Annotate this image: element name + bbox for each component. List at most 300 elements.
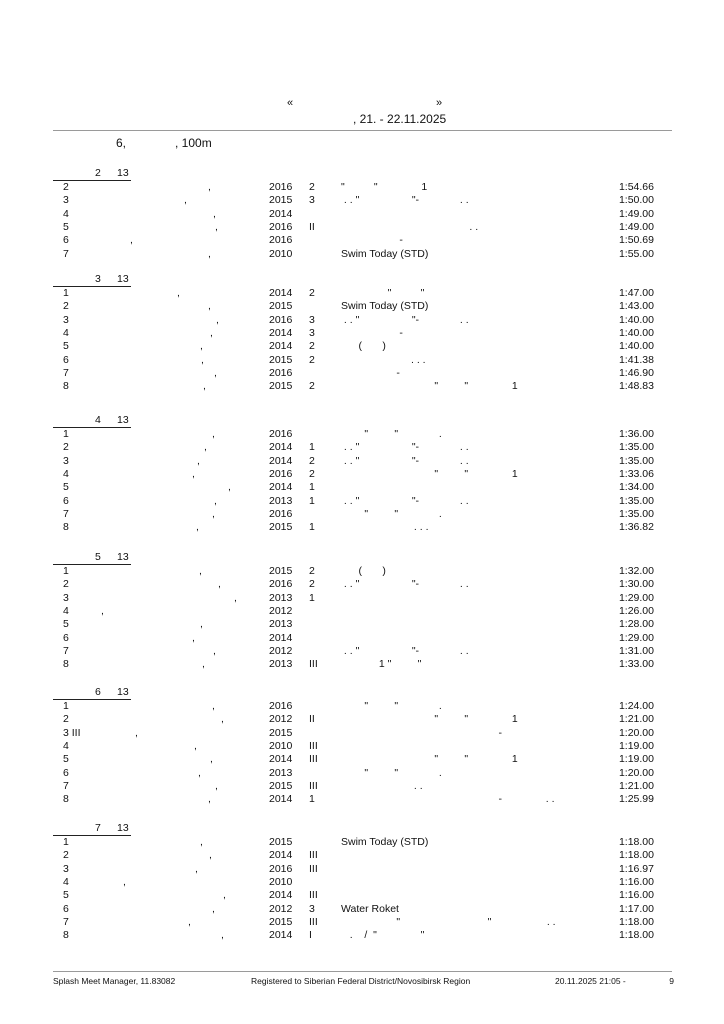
swimmer-rank: 2 bbox=[309, 454, 315, 467]
birth-year: 2012 bbox=[269, 902, 293, 915]
heat-count: 13 bbox=[117, 167, 129, 179]
swimmer-name: , bbox=[101, 604, 104, 617]
entry-time: 1:29.00 bbox=[618, 591, 654, 604]
swimmer-row bbox=[0, 876, 724, 889]
birth-year: 2014 bbox=[269, 889, 293, 902]
entry-time: 1:55.00 bbox=[618, 247, 654, 260]
swimmer-name: , bbox=[208, 181, 211, 193]
swimmer-row bbox=[0, 903, 724, 916]
swimmer-name: , bbox=[177, 287, 180, 299]
swimmer-row bbox=[0, 753, 724, 766]
swimmer-row bbox=[0, 481, 724, 494]
birth-year: 2012 bbox=[269, 713, 293, 726]
heat-count: 13 bbox=[117, 414, 129, 426]
birth-year: 2013 bbox=[269, 618, 293, 631]
swimmer-name: , bbox=[184, 194, 187, 207]
meet-dates: , 21. - 22.11.2025 bbox=[353, 112, 447, 126]
swimmer-name: , bbox=[212, 700, 215, 712]
heat-title bbox=[53, 551, 131, 565]
swimmer-name: , bbox=[200, 836, 203, 848]
swimmer-row bbox=[0, 234, 724, 247]
swimmer-rank: III bbox=[309, 739, 318, 752]
heat-count: 13 bbox=[117, 551, 129, 563]
swimmer-name: , bbox=[203, 380, 206, 393]
club-name: . . bbox=[341, 220, 479, 233]
birth-year: 2013 bbox=[269, 658, 293, 671]
birth-year: 2015 bbox=[269, 779, 293, 792]
swimmer-row bbox=[0, 578, 724, 591]
swimmer-rank: 2 bbox=[309, 467, 315, 480]
swimmer-name: , bbox=[188, 915, 191, 928]
club-name: Water Roket bbox=[341, 902, 399, 915]
swimmer-row bbox=[0, 727, 724, 740]
club-name: . . " "- . . bbox=[341, 454, 469, 467]
birth-year: 2016 bbox=[269, 862, 293, 875]
club-name: " " bbox=[341, 287, 425, 299]
heat-title bbox=[53, 414, 131, 428]
lane-number: 4 bbox=[63, 604, 69, 617]
lane-number: 4 bbox=[63, 326, 69, 339]
entry-time: 1:16.00 bbox=[618, 875, 654, 888]
heat-number: 4 bbox=[95, 414, 101, 426]
swimmer-rank: III bbox=[309, 915, 318, 928]
entry-time: 1:46.90 bbox=[618, 366, 654, 379]
lane-number: 4 bbox=[63, 875, 69, 888]
club-name: - bbox=[341, 326, 403, 339]
lane-number: 4 bbox=[63, 739, 69, 752]
entry-time: 1:29.00 bbox=[618, 631, 654, 644]
swimmer-rank: 1 bbox=[309, 481, 315, 494]
lane-number: 3 bbox=[63, 454, 69, 467]
heat-number: 5 bbox=[95, 551, 101, 563]
swimmer-row bbox=[0, 605, 724, 618]
meet-title-close-quote: » bbox=[436, 97, 443, 109]
swimmer-name: , bbox=[192, 631, 195, 644]
swimmer-row bbox=[0, 181, 724, 194]
swimmer-rank: 3 bbox=[309, 313, 315, 326]
footer-software: Splash Meet Manager, 11.83082 bbox=[53, 976, 176, 986]
heat-title bbox=[53, 686, 131, 700]
lane-number: 5 bbox=[63, 618, 69, 631]
swimmer-row bbox=[0, 340, 724, 353]
entry-time: 1:21.00 bbox=[618, 713, 654, 726]
swimmer-row bbox=[0, 618, 724, 631]
entry-time: 1:35.00 bbox=[618, 494, 654, 507]
heat-number: 6 bbox=[95, 686, 101, 698]
swimmer-row bbox=[0, 314, 724, 327]
entry-time: 1:30.00 bbox=[618, 578, 654, 591]
swimmer-name: , bbox=[210, 326, 213, 339]
lane-number: 2 bbox=[63, 181, 69, 193]
entry-time: 1:18.00 bbox=[618, 849, 654, 862]
club-name: Swim Today (STD) bbox=[341, 247, 429, 260]
club-name: " " 1 bbox=[341, 181, 428, 193]
entry-time: 1:20.00 bbox=[618, 766, 654, 779]
entry-time: 1:31.00 bbox=[618, 644, 654, 657]
entry-time: 1:26.00 bbox=[618, 604, 654, 617]
birth-year: 2012 bbox=[269, 644, 293, 657]
swimmer-row bbox=[0, 208, 724, 221]
club-name: ( ) bbox=[341, 340, 386, 353]
club-name: . . " "- . . bbox=[341, 644, 469, 657]
swimmer-rank: 2 bbox=[309, 181, 315, 193]
swimmer-row bbox=[0, 713, 724, 726]
swimmer-name: , bbox=[194, 739, 197, 752]
lane-number: 6 bbox=[63, 766, 69, 779]
birth-year: 2014 bbox=[269, 287, 293, 299]
swimmer-name: , bbox=[208, 793, 211, 806]
swimmer-row bbox=[0, 767, 724, 780]
entry-time: 1:36.00 bbox=[618, 428, 654, 440]
swimmer-rank: II bbox=[309, 713, 315, 726]
swimmer-row bbox=[0, 495, 724, 508]
club-name: Swim Today (STD) bbox=[341, 300, 429, 313]
heat-title bbox=[53, 822, 131, 836]
swimmer-name: , bbox=[208, 247, 211, 260]
swimmer-name: , bbox=[192, 467, 195, 480]
lane-number: 1 bbox=[63, 565, 69, 577]
swimmer-rank: 3 bbox=[309, 194, 315, 207]
swimmer-name: , bbox=[221, 929, 224, 942]
lane-number: 4 bbox=[63, 207, 69, 220]
birth-year: 2016 bbox=[269, 181, 293, 193]
lane-number: 6 bbox=[63, 494, 69, 507]
lane-number: 5 bbox=[63, 340, 69, 353]
swimmer-row bbox=[0, 367, 724, 380]
entry-time: 1:18.00 bbox=[618, 915, 654, 928]
club-name: . . " "- . . bbox=[341, 194, 469, 207]
swimmer-rank: III bbox=[309, 779, 318, 792]
event-number: 6, bbox=[116, 136, 127, 150]
swimmer-row bbox=[0, 428, 724, 441]
entry-time: 1:21.00 bbox=[618, 779, 654, 792]
page-footer bbox=[0, 976, 724, 988]
entry-time: 1:19.00 bbox=[618, 753, 654, 766]
heat-number: 3 bbox=[95, 273, 101, 285]
lane-number: 1 bbox=[63, 287, 69, 299]
swimmer-rank: 1 bbox=[309, 793, 315, 806]
swimmer-row bbox=[0, 441, 724, 454]
lane-number: 3 bbox=[63, 313, 69, 326]
lane-number: 7 bbox=[63, 915, 69, 928]
club-name: . . " "- . . bbox=[341, 494, 469, 507]
entry-time: 1:40.00 bbox=[618, 326, 654, 339]
heat-number: 7 bbox=[95, 822, 101, 834]
swimmer-name: , bbox=[200, 618, 203, 631]
birth-year: 2016 bbox=[269, 234, 293, 247]
birth-year: 2015 bbox=[269, 915, 293, 928]
lane-number: 2 bbox=[63, 441, 69, 454]
club-name: . . " "- . . bbox=[341, 578, 469, 591]
birth-year: 2014 bbox=[269, 753, 293, 766]
birth-year: 2010 bbox=[269, 247, 293, 260]
swimmer-rank: 3 bbox=[309, 902, 315, 915]
swimmer-row bbox=[0, 221, 724, 234]
entry-time: 1:33.00 bbox=[618, 658, 654, 671]
lane-number: 2 bbox=[63, 578, 69, 591]
birth-year: 2010 bbox=[269, 875, 293, 888]
lane-number: 5 bbox=[63, 889, 69, 902]
swimmer-name: , bbox=[201, 353, 204, 366]
swimmer-rank: III bbox=[309, 889, 318, 902]
lane-number: 7 bbox=[63, 779, 69, 792]
entry-time: 1:41.38 bbox=[618, 353, 654, 366]
birth-year: 2016 bbox=[269, 507, 293, 520]
club-name: 1 " " bbox=[341, 658, 422, 671]
club-name: " " . bbox=[341, 766, 442, 779]
swimmer-rank: 1 bbox=[309, 494, 315, 507]
entry-time: 1:47.00 bbox=[618, 287, 654, 299]
swimmer-rank: II bbox=[309, 220, 315, 233]
club-name: - bbox=[341, 234, 403, 247]
lane-number: 2 bbox=[63, 849, 69, 862]
birth-year: 2014 bbox=[269, 340, 293, 353]
birth-year: 2014 bbox=[269, 441, 293, 454]
entry-time: 1:18.00 bbox=[618, 929, 654, 942]
club-name: " " 1 bbox=[341, 467, 518, 480]
swimmer-name: , bbox=[215, 779, 218, 792]
footer-divider bbox=[53, 971, 672, 972]
swimmer-row bbox=[0, 455, 724, 468]
swimmer-name: , bbox=[213, 207, 216, 220]
swimmer-name: , bbox=[221, 713, 224, 726]
swimmer-name: , bbox=[212, 902, 215, 915]
birth-year: 2015 bbox=[269, 353, 293, 366]
swimmer-name: , bbox=[215, 220, 218, 233]
swimmer-row bbox=[0, 592, 724, 605]
swimmer-name: , bbox=[130, 234, 133, 247]
birth-year: 2013 bbox=[269, 591, 293, 604]
lane-number: 3 III bbox=[63, 726, 81, 739]
swimmer-name: , bbox=[197, 454, 200, 467]
birth-year: 2014 bbox=[269, 481, 293, 494]
birth-year: 2013 bbox=[269, 494, 293, 507]
birth-year: 2015 bbox=[269, 836, 293, 848]
club-name: ( ) bbox=[341, 565, 386, 577]
lane-number: 7 bbox=[63, 507, 69, 520]
entry-time: 1:33.06 bbox=[618, 467, 654, 480]
lane-number: 8 bbox=[63, 793, 69, 806]
swimmer-rank: 2 bbox=[309, 287, 315, 299]
birth-year: 2014 bbox=[269, 326, 293, 339]
birth-year: 2014 bbox=[269, 207, 293, 220]
club-name: . . " "- . . bbox=[341, 313, 469, 326]
swimmer-row bbox=[0, 287, 724, 300]
birth-year: 2015 bbox=[269, 521, 293, 534]
birth-year: 2016 bbox=[269, 578, 293, 591]
swimmer-name: , bbox=[228, 481, 231, 494]
swimmer-name: , bbox=[213, 644, 216, 657]
entry-time: 1:36.82 bbox=[618, 521, 654, 534]
lane-number: 1 bbox=[63, 700, 69, 712]
swimmer-name: , bbox=[198, 766, 201, 779]
club-name: " " 1 bbox=[341, 380, 518, 393]
lane-number: 5 bbox=[63, 481, 69, 494]
swimmer-name: , bbox=[212, 507, 215, 520]
entry-time: 1:25.99 bbox=[618, 793, 654, 806]
club-name: " " 1 bbox=[341, 713, 518, 726]
birth-year: 2014 bbox=[269, 454, 293, 467]
swimmer-rank: 2 bbox=[309, 340, 315, 353]
swimmer-row bbox=[0, 658, 724, 671]
birth-year: 2016 bbox=[269, 467, 293, 480]
swimmer-row bbox=[0, 354, 724, 367]
swimmer-name: , bbox=[214, 366, 217, 379]
swimmer-rank: III bbox=[309, 753, 318, 766]
lane-number: 1 bbox=[63, 836, 69, 848]
entry-time: 1:32.00 bbox=[618, 565, 654, 577]
entry-time: 1:35.00 bbox=[618, 507, 654, 520]
entry-time: 1:18.00 bbox=[618, 836, 654, 848]
swimmer-rank: III bbox=[309, 862, 318, 875]
entry-time: 1:48.83 bbox=[618, 380, 654, 393]
swimmer-row bbox=[0, 300, 724, 313]
entry-time: 1:43.00 bbox=[618, 300, 654, 313]
lane-number: 8 bbox=[63, 929, 69, 942]
swimmer-name: , bbox=[195, 862, 198, 875]
entry-time: 1:49.00 bbox=[618, 220, 654, 233]
heat-title bbox=[53, 273, 131, 287]
entry-time: 1:50.69 bbox=[618, 234, 654, 247]
heat-number: 2 bbox=[95, 167, 101, 179]
club-name: - bbox=[341, 366, 400, 379]
club-name: - bbox=[341, 726, 503, 739]
club-name: Swim Today (STD) bbox=[341, 836, 429, 848]
swimmer-rank: 2 bbox=[309, 380, 315, 393]
club-name: " " . bbox=[341, 507, 442, 520]
lane-number: 8 bbox=[63, 380, 69, 393]
swimmer-row bbox=[0, 508, 724, 521]
entry-time: 1:24.00 bbox=[618, 700, 654, 712]
entry-time: 1:40.00 bbox=[618, 313, 654, 326]
club-name: . . . bbox=[341, 353, 426, 366]
swimmer-row bbox=[0, 327, 724, 340]
lane-number: 8 bbox=[63, 521, 69, 534]
lane-number: 2 bbox=[63, 713, 69, 726]
swimmer-row bbox=[0, 793, 724, 806]
heat-count: 13 bbox=[117, 273, 129, 285]
lane-number: 6 bbox=[63, 631, 69, 644]
lane-number: 3 bbox=[63, 862, 69, 875]
swimmer-name: , bbox=[234, 591, 237, 604]
birth-year: 2016 bbox=[269, 313, 293, 326]
lane-number: 3 bbox=[63, 591, 69, 604]
entry-time: 1:40.00 bbox=[618, 340, 654, 353]
birth-year: 2015 bbox=[269, 565, 293, 577]
swimmer-name: , bbox=[199, 565, 202, 577]
lane-number: 6 bbox=[63, 234, 69, 247]
swimmer-name: , bbox=[208, 300, 211, 313]
swimmer-name: , bbox=[216, 313, 219, 326]
entry-time: 1:49.00 bbox=[618, 207, 654, 220]
entry-time: 1:35.00 bbox=[618, 441, 654, 454]
swimmer-rank: 1 bbox=[309, 521, 315, 534]
entry-time: 1:16.00 bbox=[618, 889, 654, 902]
club-name: . / " " bbox=[341, 929, 425, 942]
birth-year: 2012 bbox=[269, 604, 293, 617]
swimmer-name: , bbox=[200, 340, 203, 353]
swimmer-name: , bbox=[223, 889, 226, 902]
club-name: " " . bbox=[341, 700, 442, 712]
swimmer-name: , bbox=[196, 521, 199, 534]
club-name: " " 1 bbox=[341, 753, 518, 766]
lane-number: 5 bbox=[63, 753, 69, 766]
swimmer-name: , bbox=[218, 578, 221, 591]
entry-time: 1:28.00 bbox=[618, 618, 654, 631]
swimmer-row bbox=[0, 632, 724, 645]
swimmer-rank: 2 bbox=[309, 353, 315, 366]
swimmer-name: , bbox=[209, 849, 212, 862]
swimmer-row bbox=[0, 929, 724, 942]
birth-year: 2014 bbox=[269, 793, 293, 806]
heat-count: 13 bbox=[117, 686, 129, 698]
swimmer-row bbox=[0, 916, 724, 929]
lane-number: 6 bbox=[63, 353, 69, 366]
swimmer-row bbox=[0, 700, 724, 713]
club-name: - . . bbox=[341, 793, 555, 806]
lane-number: 7 bbox=[63, 644, 69, 657]
swimmer-name: , bbox=[210, 753, 213, 766]
swimmer-row bbox=[0, 780, 724, 793]
club-name: . . bbox=[341, 779, 423, 792]
birth-year: 2014 bbox=[269, 929, 293, 942]
birth-year: 2014 bbox=[269, 631, 293, 644]
swimmer-row bbox=[0, 740, 724, 753]
heat-count: 13 bbox=[117, 822, 129, 834]
club-name: " " . . bbox=[341, 915, 556, 928]
swimmer-rank: III bbox=[309, 849, 318, 862]
meet-title-open-quote: « bbox=[287, 97, 294, 109]
swimmer-row bbox=[0, 889, 724, 902]
swimmer-name: , bbox=[204, 441, 207, 454]
swimmer-name: , bbox=[135, 726, 138, 739]
swimmer-row bbox=[0, 248, 724, 261]
swimmer-rank: I bbox=[309, 929, 312, 942]
entry-time: 1:19.00 bbox=[618, 739, 654, 752]
lane-number: 5 bbox=[63, 220, 69, 233]
footer-timestamp: 20.11.2025 21:05 - bbox=[555, 976, 626, 986]
entry-time: 1:35.00 bbox=[618, 454, 654, 467]
event-distance: , 100m bbox=[175, 136, 212, 150]
lane-number: 3 bbox=[63, 194, 69, 207]
footer-registration: Registered to Siberian Federal District/Novosibirsk Region bbox=[251, 976, 471, 986]
lane-number: 7 bbox=[63, 247, 69, 260]
birth-year: 2016 bbox=[269, 428, 293, 440]
swimmer-row bbox=[0, 468, 724, 481]
swimmer-name: , bbox=[212, 428, 215, 440]
swimmer-row bbox=[0, 645, 724, 658]
birth-year: 2016 bbox=[269, 220, 293, 233]
swimmer-row bbox=[0, 194, 724, 207]
club-name: . . . bbox=[341, 521, 429, 534]
swimmer-rank: 2 bbox=[309, 578, 315, 591]
swimmer-row bbox=[0, 380, 724, 393]
entry-time: 1:50.00 bbox=[618, 194, 654, 207]
lane-number: 8 bbox=[63, 658, 69, 671]
birth-year: 2016 bbox=[269, 366, 293, 379]
lane-number: 2 bbox=[63, 300, 69, 313]
swimmer-name: , bbox=[214, 494, 217, 507]
birth-year: 2015 bbox=[269, 300, 293, 313]
birth-year: 2016 bbox=[269, 700, 293, 712]
birth-year: 2015 bbox=[269, 380, 293, 393]
heat-title bbox=[53, 167, 131, 181]
swimmer-rank: III bbox=[309, 658, 318, 671]
club-name: . . " "- . . bbox=[341, 441, 469, 454]
swimmer-rank: 2 bbox=[309, 565, 315, 577]
swimmer-name: , bbox=[202, 658, 205, 671]
entry-time: 1:54.66 bbox=[618, 181, 654, 193]
